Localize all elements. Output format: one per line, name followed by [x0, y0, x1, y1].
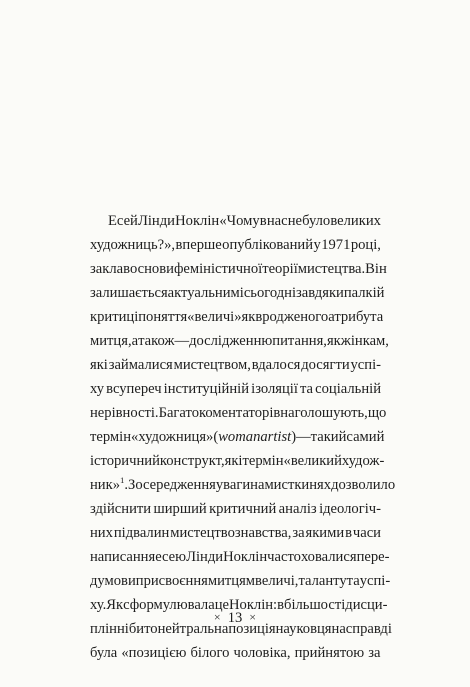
word: інституційній: [163, 381, 250, 397]
text-line: [90, 329, 389, 353]
word: митцям: [207, 573, 256, 589]
word: ник»$^1$.: [90, 475, 129, 493]
word: році,: [350, 237, 381, 253]
word: досягти: [301, 357, 350, 373]
word: в: [345, 525, 352, 541]
word: Есей: [108, 213, 138, 229]
word: «великий: [283, 453, 342, 469]
word: які: [90, 357, 108, 373]
word: як: [241, 309, 256, 325]
word: опублікований: [222, 237, 314, 253]
word: за: [292, 525, 305, 541]
word: нас: [266, 213, 288, 229]
word: більшості: [284, 597, 346, 613]
word: ху: [90, 381, 105, 397]
text-line: [90, 377, 381, 401]
word: та: [346, 573, 360, 589]
word: білого: [190, 645, 230, 661]
body-paragraph: [90, 209, 396, 665]
word: вдалося: [251, 357, 301, 373]
word: і: [238, 453, 243, 469]
word: коментаторів: [199, 405, 281, 421]
word: —: [174, 333, 190, 349]
word: атрибута: [328, 309, 384, 325]
word: насправді: [331, 621, 392, 637]
word: такий: [310, 429, 347, 445]
text-line: [90, 281, 385, 305]
word: самий: [346, 429, 385, 445]
word: уваги: [215, 477, 251, 493]
word: сьогодні: [243, 285, 297, 301]
word: ховалися: [300, 549, 357, 565]
text-line: [90, 545, 390, 569]
word: було: [302, 213, 331, 229]
word: Він: [365, 261, 387, 277]
word: художниць?»,: [90, 237, 176, 253]
word: була: [90, 645, 118, 661]
word: сформулювала: [123, 597, 215, 613]
word: «величі»: [187, 309, 242, 325]
word: як: [224, 453, 239, 469]
word: аналіз: [278, 501, 317, 517]
word: великих: [330, 213, 381, 229]
word: термін: [90, 429, 132, 445]
word: критиці: [90, 309, 139, 325]
word: «художниця»: [131, 429, 214, 445]
word: це: [214, 597, 229, 613]
page-number-footer: [0, 607, 470, 628]
word: Зосередження: [128, 477, 216, 493]
word: 1971: [321, 237, 351, 253]
word: ширший: [153, 501, 207, 517]
word: всупереч: [106, 381, 162, 397]
ornament-left: ×: [213, 610, 221, 624]
word: критичний: [209, 501, 277, 517]
word: худож-: [341, 453, 385, 469]
word: дисци-: [345, 597, 388, 613]
word: мистецтвом,: [173, 357, 251, 373]
text-line: [90, 497, 381, 521]
word: дозволило: [331, 477, 396, 493]
word: в: [259, 213, 267, 229]
word: написання: [90, 549, 156, 565]
text-line: [90, 209, 381, 233]
word: теорії: [262, 261, 298, 277]
word: якими: [305, 525, 345, 541]
word: плін: [90, 621, 117, 637]
word: Ноклін: [175, 213, 220, 229]
word: присвоєння: [135, 573, 208, 589]
word: Ноклін: [223, 549, 268, 565]
word: нібито: [116, 621, 158, 637]
word: а: [131, 333, 139, 349]
word: за: [368, 645, 381, 661]
word: жінкам,: [340, 333, 389, 349]
word: —: [296, 429, 311, 445]
word: та: [300, 381, 314, 397]
word: вродженого: [255, 309, 329, 325]
text-line: [90, 401, 387, 425]
text-line: [90, 569, 391, 593]
word: часи: [352, 525, 381, 541]
word: у: [313, 237, 321, 253]
word: есею: [155, 549, 187, 565]
text-line: [90, 257, 387, 281]
word: основи: [129, 261, 174, 277]
word: заклав: [90, 261, 130, 277]
word: вперше: [175, 237, 222, 253]
word: ізоляції: [251, 381, 298, 397]
word: «Чому: [219, 213, 260, 229]
word: займалися: [108, 357, 173, 373]
word: них: [90, 525, 113, 541]
text-line: [90, 353, 381, 377]
word: завдяки: [296, 285, 344, 301]
word: (woman: [213, 429, 261, 445]
word: позиція: [228, 621, 276, 637]
word: здійснити: [90, 501, 152, 517]
word: термін: [242, 453, 284, 469]
word: Ноклін:: [228, 597, 278, 613]
word: на: [250, 477, 265, 493]
word: мистецтва.: [297, 261, 366, 277]
word: ху.: [90, 597, 107, 613]
ornament-right: ×: [249, 610, 257, 624]
word: таланту: [298, 573, 347, 589]
word: успі-: [350, 357, 381, 373]
text-line: [90, 473, 396, 497]
word: залишається: [90, 285, 168, 301]
word: палкій: [343, 285, 385, 301]
page-number: 13: [227, 610, 243, 626]
word: і: [239, 285, 244, 301]
word: прийнятою: [294, 645, 365, 661]
word: соціальній: [315, 381, 381, 397]
word: питання,: [272, 333, 327, 349]
word: поняття: [138, 309, 188, 325]
word: наголошують,: [280, 405, 368, 421]
word: як: [326, 333, 341, 349]
word: думови: [90, 573, 136, 589]
word: величі,: [255, 573, 299, 589]
word: конструкт,: [159, 453, 225, 469]
word: митця,: [90, 333, 132, 349]
word: часто: [267, 549, 301, 565]
word: науковця: [275, 621, 332, 637]
word: в: [277, 597, 285, 613]
word: Багато: [158, 405, 199, 421]
text-line: [90, 449, 385, 473]
word: що: [367, 405, 387, 421]
word: актуальним: [167, 285, 240, 301]
text-line: [90, 521, 381, 545]
text-line: [90, 233, 381, 257]
word: нерівності.: [90, 405, 159, 421]
word: «позицією: [121, 645, 187, 661]
word: чоловіка,: [233, 645, 291, 661]
word: історичний: [90, 453, 160, 469]
word: феміністичної: [173, 261, 263, 277]
word: дослідженню: [189, 333, 273, 349]
text-line: [90, 305, 384, 329]
word: artist): [260, 429, 297, 445]
word: мистецтвознавства,: [170, 525, 292, 541]
word: Як: [106, 597, 124, 613]
word: підвалин: [113, 525, 170, 541]
word: пере-: [356, 549, 390, 565]
text-line: [90, 641, 381, 665]
word: нейтральна: [157, 621, 229, 637]
word: Лінди: [186, 549, 224, 565]
word: також: [138, 333, 175, 349]
text-line: [90, 425, 385, 449]
word: успі-: [359, 573, 391, 589]
word: Лінди: [137, 213, 175, 229]
word: ідеологіч-: [319, 501, 381, 517]
word: не: [287, 213, 302, 229]
word: мисткинях: [264, 477, 332, 493]
